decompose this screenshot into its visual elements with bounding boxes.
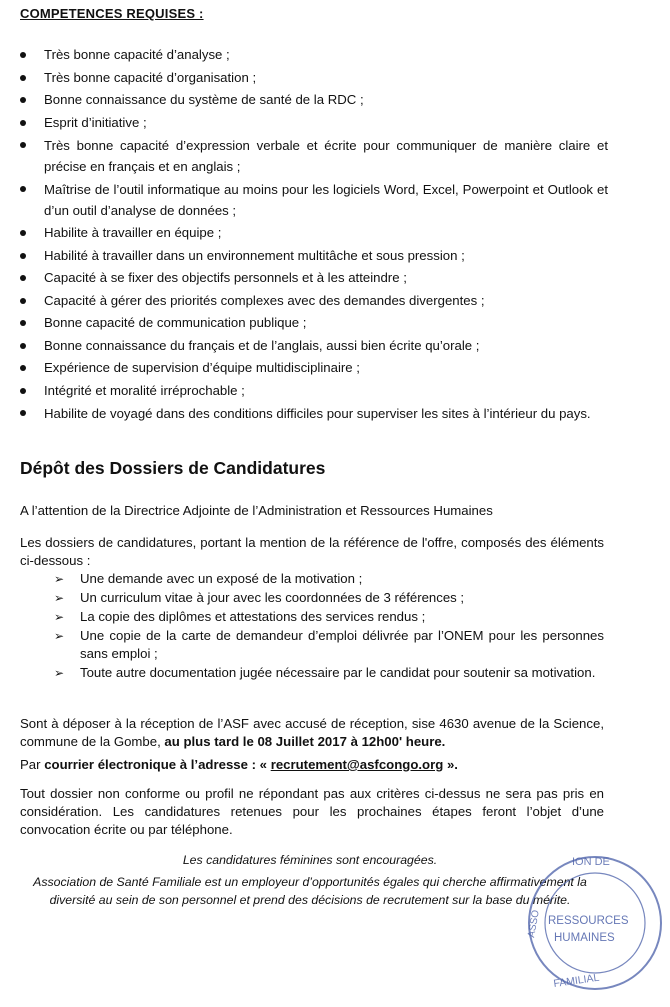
email-label: courrier électronique à l’adresse : «: [44, 757, 268, 772]
attention-line: A l’attention de la Directrice Adjointe de l’Administration et Ressources Humaines: [20, 503, 493, 518]
arrow-bullet-icon: ➢: [54, 629, 65, 643]
stamp-arc-bottom: FAMILIAL: [552, 971, 601, 990]
bullet-icon: [20, 142, 26, 148]
email-address-link[interactable]: recrutement@asfcongo.org: [270, 757, 444, 772]
competences-heading: COMPETENCES REQUISES :: [20, 6, 204, 21]
email-line: [20, 757, 458, 772]
intro-paragraph: Les dossiers de candidatures, portant la mention de la référence de l'offre, composés des éléments ci-dessous :: [20, 535, 604, 568]
list-item: Habilite à travailler en équipe ;: [18, 222, 608, 245]
list-item: Habilite de voyagé dans des conditions difficiles pour superviser les sites à l’intérieur du pays.: [18, 402, 608, 425]
footer-line-2: Association de Santé Familiale est un employeur d’opportunités égales qui cherche affirmativement la: [33, 875, 587, 889]
bullet-icon: [20, 343, 26, 349]
hr-stamp: [520, 843, 670, 1003]
list-item: Très bonne capacité d’expression verbale et écrite pour communiquer de manière claire et précise en français et en anglais ;: [18, 134, 608, 178]
list-item: Expérience de supervision d’équipe multidisciplinaire ;: [18, 357, 608, 380]
bullet-icon: [20, 253, 26, 259]
list-item: Capacité à se fixer des objectifs personnels et à les atteindre ;: [18, 267, 608, 290]
list-item: Habilité à travailler dans un environnement multitâche et sous pression ;: [18, 245, 608, 268]
list-item: Capacité à gérer des priorités complexes avec des demandes divergentes ;: [18, 290, 608, 313]
bullet-icon: [20, 410, 26, 416]
list-item: Bonne connaissance du français et de l’anglais, aussi bien écrite qu’orale ;: [18, 335, 608, 358]
depot-heading: Dépôt des Dossiers de Candidatures: [20, 458, 326, 478]
stamp-line-1: RESSOURCES: [548, 915, 629, 927]
list-item: ➢ La copie des diplômes et attestations des services rendus ;: [54, 609, 426, 624]
list-item: ➢ Une copie de la carte de demandeur d’emploi délivrée par l’ONEM pour les personnes sans emploi ;: [54, 628, 604, 661]
bullet-icon: [20, 120, 26, 126]
competences-list: [18, 44, 608, 425]
stamp-arc-top: ION DE: [572, 856, 610, 868]
closing-paragraph: Tout dossier non conforme ou profil ne répondant pas aux critères ci-dessus ne sera pas pris en considération. Les candidatures retenues pour les prochaines étapes feront l’objet d’une convocation écrite ou par téléphone.: [20, 786, 604, 837]
list-item: ➢ Une demande avec un exposé de la motivation ;: [54, 571, 363, 586]
stamp-line-2: HUMAINES: [554, 932, 615, 944]
list-item: Intégrité et moralité irréprochable ;: [18, 380, 608, 403]
arrow-bullet-icon: ➢: [54, 572, 65, 586]
list-item: Esprit d’initiative ;: [18, 112, 608, 135]
bullet-icon: [20, 365, 26, 371]
bullet-icon: [20, 230, 26, 236]
arrow-bullet-icon: ➢: [54, 610, 65, 624]
bullet-icon: [20, 52, 26, 58]
bullet-icon: [20, 275, 26, 281]
list-item: Maîtrise de l’outil informatique au moins pour les logiciels Word, Excel, Powerpoint et Outlook et d’un outil d’analyse de données ;: [18, 178, 608, 222]
arrow-bullet-icon: ➢: [54, 666, 65, 680]
email-suffix: ».: [446, 757, 458, 772]
bullet-icon: [20, 388, 26, 394]
list-item: Bonne capacité de communication publique ;: [18, 312, 608, 335]
documents-list: [54, 570, 604, 683]
list-item: Bonne connaissance du système de santé de la RDC ;: [18, 89, 608, 112]
email-prefix: Par: [20, 757, 45, 772]
bullet-icon: [20, 320, 26, 326]
list-item: ➢ Un curriculum vitae à jour avec les coordonnées de 3 références ;: [54, 590, 465, 605]
arrow-bullet-icon: ➢: [54, 591, 65, 605]
stamp-arc-left: ASSO: [526, 909, 542, 939]
bullet-icon: [20, 298, 26, 304]
list-item: Très bonne capacité d’organisation ;: [18, 67, 608, 90]
bullet-icon: [20, 97, 26, 103]
list-item: ➢ Toute autre documentation jugée nécessaire par le candidat pour soutenir sa motivation.: [54, 665, 596, 680]
deadline: au plus tard le 08 Juillet 2017 à 12h00' heure.: [164, 734, 446, 749]
bullet-icon: [20, 186, 26, 192]
deposit-paragraph: [20, 715, 604, 751]
deposit-text: Sont à déposer à la réception de l’ASF avec accusé de réception, sise 4630 avenue de la Science, commune de la Gombe,: [20, 716, 604, 749]
list-item: Très bonne capacité d’analyse ;: [18, 44, 608, 67]
footer-line-1: Les candidatures féminines sont encouragées.: [182, 853, 438, 867]
footer-line-3: diversité au sein de son personnel et prend des décisions de recrutement sur la base du mérite.: [49, 893, 571, 907]
bullet-icon: [20, 75, 26, 81]
